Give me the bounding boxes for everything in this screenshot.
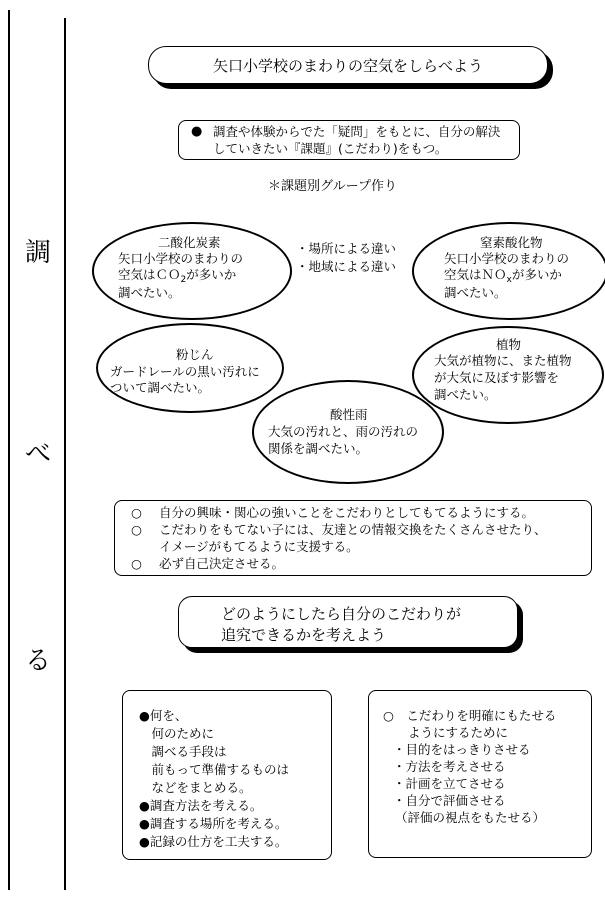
planning-box [122, 690, 332, 860]
title-2-line-2: 追究できるかを考えよう [221, 626, 387, 644]
support-mark-3: ○ [131, 556, 142, 571]
topic-nox-line-2: 空気はＮＯ$_x$が多いか [444, 267, 562, 285]
planning-line-8: ●記録の仕方を工夫する。 [139, 834, 288, 849]
guidance-line-7: （評価の視点をもたせる） [395, 810, 546, 825]
planning-line-5: などをまとめる。 [139, 780, 252, 795]
issue-bullet: ● [191, 124, 203, 139]
title-banner-1 [148, 46, 548, 84]
guidance-line-1: ○ こだわりを明確にもたせる [383, 708, 557, 723]
topic-plant-line-1: 大気が植物に、また植物 [434, 353, 572, 368]
title-banner-2 [178, 596, 518, 648]
side-label-char-1: 調 [24, 238, 51, 268]
topic-dust-title: 粉じん [176, 347, 214, 362]
middle-note-2: ・地域による違い [296, 259, 397, 274]
topic-co2-line-1: 矢口小学校のまわりの [118, 251, 244, 266]
planning-line-2: 何のために [139, 726, 215, 741]
guidance-line-2: ようにするために [383, 725, 509, 740]
topic-nox-line-1: 矢口小学校のまわりの [444, 251, 570, 266]
guidance-line-4: ・方法を考えさせる [393, 759, 506, 774]
topic-dust-line-1: ガードレールの黒い汚れに [110, 364, 260, 379]
title-2-line-1: どのようにしたら自分のこだわりが [221, 605, 462, 623]
guidance-box [368, 690, 592, 858]
issue-box [178, 120, 520, 160]
topic-co2-line-3: 調べたい。 [118, 285, 181, 300]
middle-note-1: ・場所による違い [296, 241, 397, 256]
topic-nox-line-3: 調べたい。 [444, 285, 507, 300]
planning-line-6: ●調査方法を考える。 [139, 798, 263, 813]
support-mark-2: ○ [131, 522, 142, 537]
topic-plant-ellipse [412, 326, 604, 424]
issue-line-1: 調査や体験からでた「疑問」をもとに、自分の解決 [213, 124, 501, 139]
support-mark-1: ○ [131, 505, 142, 520]
guidance-line-3: ・目的をはっきりさせる [393, 742, 531, 757]
topic-nox-ellipse [412, 222, 605, 320]
topic-plant-line-2: が大気に及ぼす影響を [434, 370, 560, 385]
side-label-char-3: る [24, 646, 51, 676]
side-label-char-2: べ [24, 439, 51, 469]
divider-line [64, 18, 66, 890]
group-note: ＊課題別グループ作り [268, 179, 397, 194]
issue-line-2: していきたい『課題』(こだわり)をもつ。 [213, 141, 448, 156]
topic-plant-title: 植物 [496, 337, 522, 352]
topic-acid-line-1: 大気の汚れと、雨の汚れの [268, 424, 419, 439]
topic-co2-line-2: 空気はＣＯ$_2$が多いか [118, 267, 237, 285]
support-item-1: 自分の興味・関心の強いことをこだわりとしてもてるようにする。 [159, 505, 535, 520]
title-1-text: 矢口小学校のまわりの空気をしらべよう [212, 57, 483, 75]
topic-co2-title: 二酸化炭素 [158, 235, 221, 250]
topic-dust-line-2: ついて調べたい。 [110, 380, 211, 395]
support-item-2-line-2: イメージがもてるように支援する。 [159, 539, 359, 554]
support-item-2-line-1: こだわりをもてない子には、友達との情報交換をたくさんさせたり、 [159, 522, 547, 537]
planning-line-1: ●何を、 [139, 708, 188, 723]
topic-acid-ellipse [252, 380, 444, 484]
guidance-line-6: ・自分で評価させる [393, 793, 506, 808]
support-box [114, 500, 592, 576]
guidance-line-5: ・計画を立てさせる [393, 776, 506, 791]
topic-plant-line-3: 調べたい。 [434, 387, 497, 402]
support-item-3: 必ず自己決定させる。 [159, 556, 285, 571]
planning-line-4: 前もって準備するものは [139, 762, 290, 777]
planning-line-7: ●調査する場所を考える。 [139, 816, 288, 831]
topic-nox-title: 窒素酸化物 [480, 235, 543, 250]
topic-acid-title: 酸性雨 [330, 407, 368, 422]
topic-co2-ellipse [92, 222, 292, 320]
topic-dust-ellipse [96, 323, 284, 413]
planning-line-3: 調べる手段は [139, 744, 227, 759]
left-border-line [8, 10, 10, 890]
topic-acid-line-2: 関係を調べたい。 [268, 441, 369, 456]
